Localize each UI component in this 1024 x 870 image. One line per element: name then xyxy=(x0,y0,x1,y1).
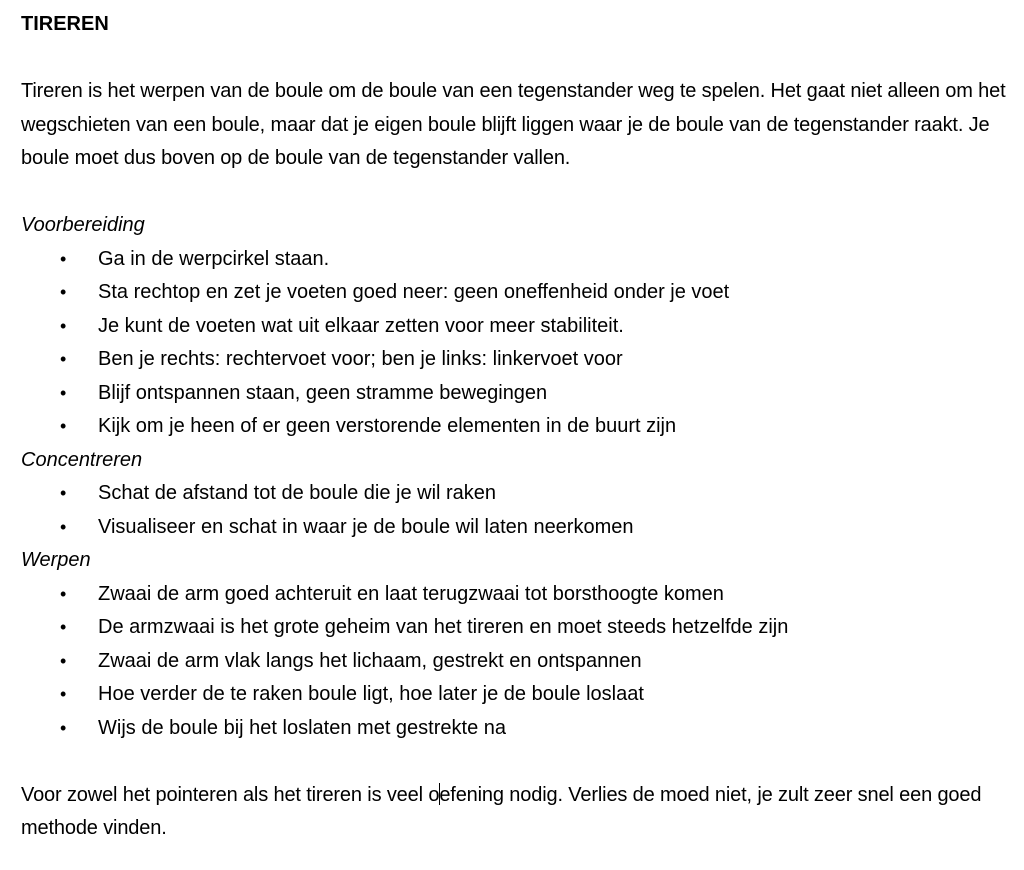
list-item-text: Ben je rechts: rechtervoet voor; ben je links: linkervoet voor xyxy=(98,348,623,370)
bullet-list-voorbereiding xyxy=(21,243,1011,444)
document-body[interactable] xyxy=(21,8,1011,846)
bullet-icon: • xyxy=(60,248,67,269)
list-item xyxy=(21,310,1011,344)
list-item-text: Sta rechtop en zet je voeten goed neer: geen oneffenheid onder je voet xyxy=(98,281,730,303)
closing-paragraph[interactable] xyxy=(21,779,1011,846)
list-item-text: Zwaai de arm goed achteruit en laat terugzwaai tot borsthoogte komen xyxy=(98,582,724,605)
bullet-icon: • xyxy=(60,315,67,336)
bullet-list-concentreren xyxy=(21,477,1011,544)
bullet-icon: • xyxy=(60,349,67,369)
bullet-icon: • xyxy=(60,416,67,436)
list-item xyxy=(21,678,1011,712)
list-item xyxy=(21,645,1011,679)
list-item-text: Schat de afstand tot de boule die je wil raken xyxy=(98,482,497,504)
blank-line xyxy=(21,176,1011,210)
list-item-text: Ga in de werpcirkel staan. xyxy=(98,247,330,270)
bullet-icon: • xyxy=(60,483,67,503)
list-item-text: De armzwaai is het grote geheim van het tireren en moet steeds hetzelfde zijn xyxy=(98,616,789,638)
section-heading-werpen: Werpen xyxy=(21,549,91,571)
list-item-text: Blijf ontspannen staan, geen stramme bewegingen xyxy=(98,381,548,404)
list-item xyxy=(21,377,1011,411)
intro-paragraph: Tireren is het werpen van de boule om de boule van een tegenstander weg te spelen. Het gaat niet alleen om het wegschieten van een boule, maar dat je eigen boule blijft liggen waar je de boule van de tegenstander raakt. Je boule moet dus boven op de boule van de tegenstander vallen. xyxy=(21,80,1006,169)
bullet-icon: • xyxy=(60,516,67,537)
list-item xyxy=(21,712,1011,746)
bullet-icon: • xyxy=(60,650,67,671)
list-item xyxy=(21,511,1011,545)
list-item-text: Kijk om je heen of er geen verstorende elementen in de buurt zijn xyxy=(98,415,677,437)
section-heading-concentreren: Concentreren xyxy=(21,448,143,471)
closing-text-start: Voor zowel het pointeren als het tireren is veel o xyxy=(21,783,440,806)
section-heading-voorbereiding: Voorbereiding xyxy=(21,214,145,236)
list-item-text: Zwaai de arm vlak langs het lichaam, gestrekt en ontspannen xyxy=(98,649,642,672)
bullet-list-werpen xyxy=(21,578,1011,746)
bullet-icon: • xyxy=(60,583,67,604)
list-item xyxy=(21,243,1011,277)
list-item xyxy=(21,410,1011,444)
bullet-icon: • xyxy=(60,684,67,704)
bullet-icon: • xyxy=(60,382,67,403)
list-item xyxy=(21,343,1011,377)
list-item xyxy=(21,477,1011,511)
list-item-text: Wijs de boule bij het loslaten met gestrekte na xyxy=(98,716,506,739)
bullet-icon: • xyxy=(60,282,67,302)
list-item xyxy=(21,578,1011,612)
bullet-icon: • xyxy=(60,717,67,738)
bullet-icon: • xyxy=(60,617,67,637)
list-item-text: Visualiseer en schat in waar je de boule wil laten neerkomen xyxy=(98,515,634,538)
list-item xyxy=(21,276,1011,310)
closing-text-end: efening nodig. Verlies de moed niet, je zult zeer snel een goed methode vinden. xyxy=(21,783,982,839)
document-title: TIREREN xyxy=(21,13,109,35)
list-item xyxy=(21,611,1011,645)
list-item-text: Hoe verder de te raken boule ligt, hoe later je de boule loslaat xyxy=(98,683,644,705)
list-item-text: Je kunt de voeten wat uit elkaar zetten voor meer stabiliteit. xyxy=(98,314,624,337)
blank-line xyxy=(21,745,1011,779)
blank-line xyxy=(21,42,1011,76)
